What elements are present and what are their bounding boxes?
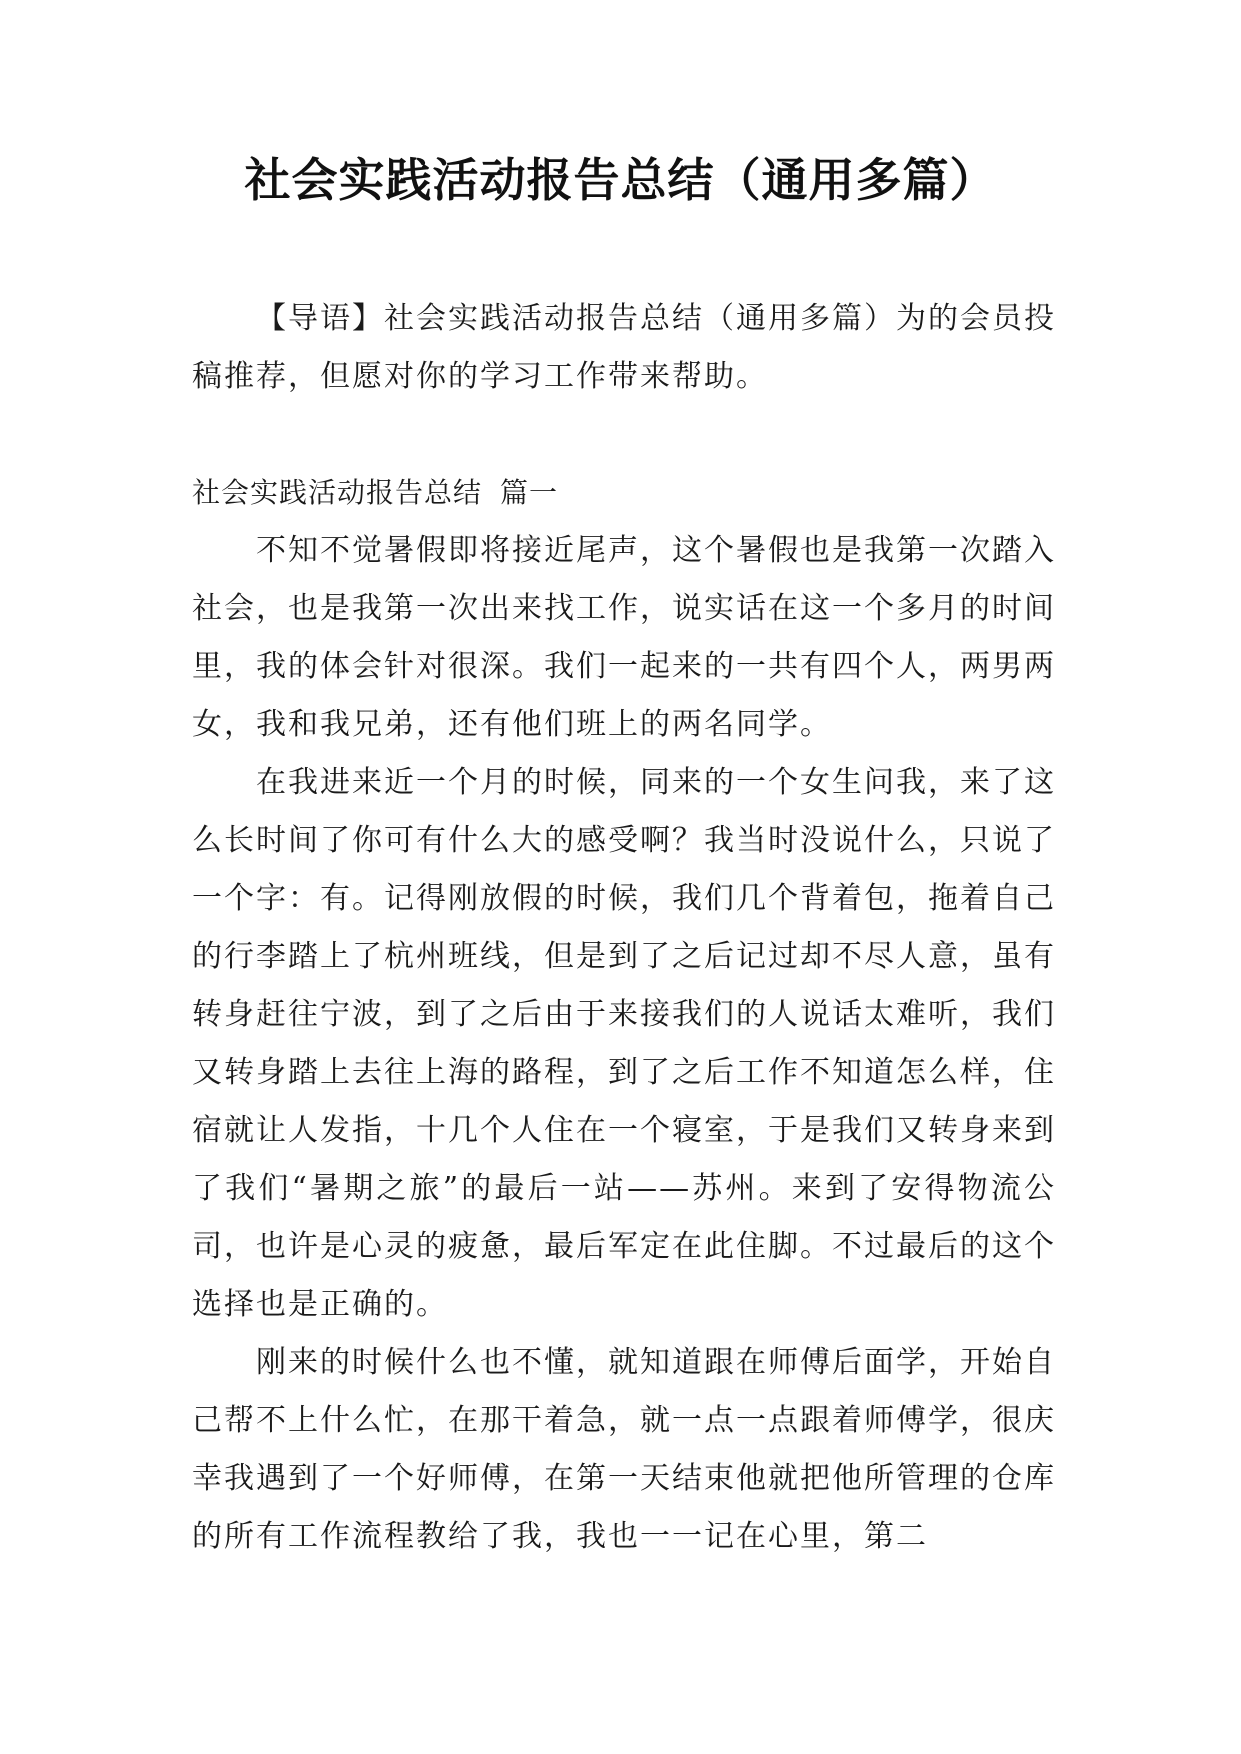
body-paragraph-1: 不知不觉暑假即将接近尾声，这个暑假也是我第一次踏入社会，也是我第一次出来找工作，说实话在这一个多月的时间里，我的体会针对很深。我们一起来的一共有四个人，两男两女，我和我兄弟，还有他们班上的两名同学。 [192, 533, 1056, 742]
section-label: 篇一 [500, 476, 559, 509]
body-paragraph-3: 刚来的时候什么也不懂，就知道跟在师傅后面学，开始自己帮不上什么忙，在那干着急，就一点一点跟着师傅学，很庆幸我遇到了一个好师傅，在第一天结束他就把他所管理的仓库的所有工作流程教给了我，我也一一记在心里，第二 [192, 1345, 1056, 1554]
intro-paragraph: 【导语】社会实践活动报告总结（通用多篇）为的会员投稿推荐，但愿对你的学习工作带来帮助。 [192, 301, 1056, 394]
section-heading-text: 社会实践活动报告总结 [192, 476, 483, 509]
section-heading [192, 464, 1056, 522]
document-body [192, 290, 1056, 1566]
body-paragraph-2: 在我进来近一个月的时候，同来的一个女生问我，来了这么长时间了你可有什么大的感受啊？我当时没说什么，只说了一个字：有。记得刚放假的时候，我们几个背着包，拖着自己的行李踏上了杭州班线，但是到了之后记过却不尽人意，虽有转身赶往宁波，到了之后由于来接我们的人说话太难听，我们又转身踏上去往上海的路程，到了之后工作不知道怎么样，住宿就让人发指，十几个人住在一个寝室，于是我们又转身来到了我们“暑期之旅”的最后一站——苏州。来到了安得物流公司，也许是心灵的疲惫，最后军定在此住脚。不过最后的这个选择也是正确的。 [192, 765, 1056, 1322]
document-title: 社会实践活动报告总结（通用多篇） [244, 153, 997, 207]
